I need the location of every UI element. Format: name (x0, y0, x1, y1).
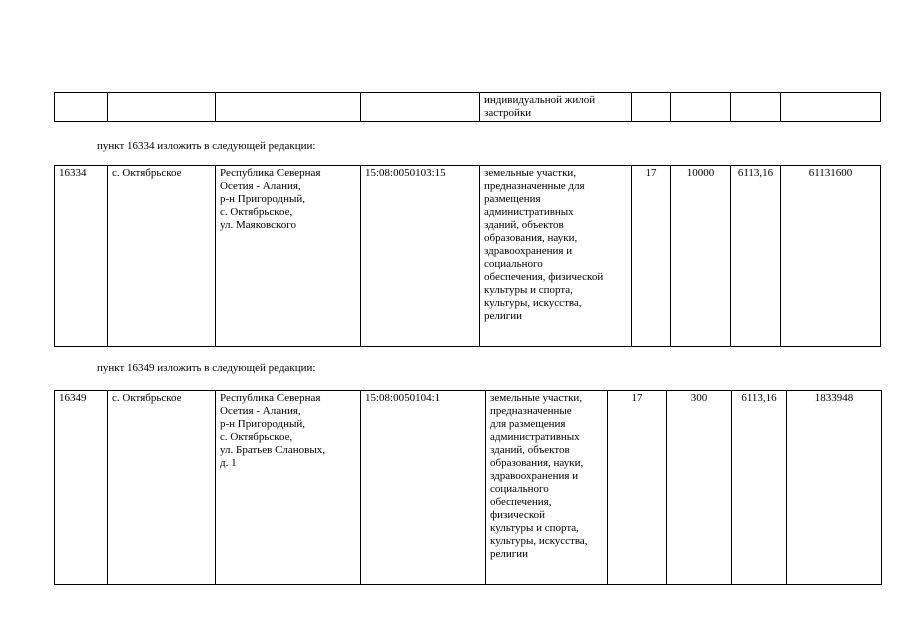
cell-number (55, 93, 108, 122)
cell-settlement: с. Октябрьское (108, 391, 216, 585)
table-row (55, 93, 881, 122)
cell-address (216, 93, 361, 122)
cell-col8: 6113,16 (731, 166, 781, 347)
table-record-16349 (54, 390, 882, 585)
cell-address (216, 166, 361, 347)
cell-col9: 1833948 (787, 391, 882, 585)
cell-col6: 17 (608, 391, 667, 585)
address-text: Республика Северная Осетия - Алания, р-н Пригородный, с. Октябрьское, ул. Братьев Слановых, д. 1 (220, 392, 325, 469)
cell-col8 (731, 93, 781, 122)
cell-col6 (632, 93, 671, 122)
cell-cadastral: 15:08:0050103:15 (361, 166, 480, 347)
purpose-text: земельные участки, предназначенные для размещения административных зданий, объектов образования, науки, здравоохранения и социального обеспечения, физической культуры и спорта, культуры, искусства, религии (490, 392, 588, 560)
cell-col9: 61131600 (781, 166, 881, 347)
cell-purpose (480, 93, 632, 122)
cell-number: 16349 (55, 391, 108, 585)
paragraph-amend-16334: пункт 16334 изложить в следующей редакции: (97, 140, 316, 152)
cell-col8: 6113,16 (732, 391, 787, 585)
cell-cadastral: 15:08:0050104:1 (361, 391, 486, 585)
cell-col9 (781, 93, 881, 122)
address-text: Республика Северная Осетия - Алания, р-н Пригородный, с. Октябрьское, ул. Маяковского (220, 167, 321, 231)
cell-col7: 10000 (671, 166, 731, 347)
cell-settlement (108, 93, 216, 122)
table-fragment-top (54, 92, 881, 122)
cell-col7: 300 (667, 391, 732, 585)
cell-cadastral (361, 93, 480, 122)
cell-purpose (480, 166, 632, 347)
cell-address (216, 391, 361, 585)
cell-purpose (486, 391, 608, 585)
cell-settlement: с. Октябрьское (108, 166, 216, 347)
cell-col7 (671, 93, 731, 122)
table-row (55, 391, 882, 585)
purpose-text: земельные участки, предназначенные для размещения административных зданий, объектов образования, науки, здравоохранения и социального обеспечения, физической культуры и спорта, культуры, искусства, религии (484, 167, 604, 322)
cell-col6: 17 (632, 166, 671, 347)
table-record-16334 (54, 165, 881, 347)
purpose-text: индивидуальной жилой застройки (484, 94, 596, 119)
table-row (55, 166, 881, 347)
cell-number: 16334 (55, 166, 108, 347)
paragraph-amend-16349: пункт 16349 изложить в следующей редакции: (97, 362, 316, 374)
